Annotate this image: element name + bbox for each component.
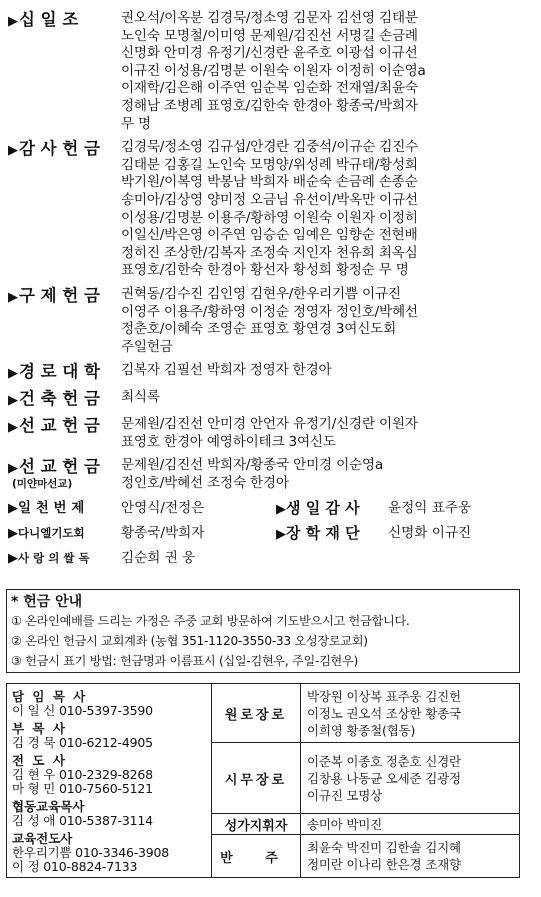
notice-title: * 헌금 안내 [11, 594, 83, 610]
offering-label: 생 일 감 사 [286, 498, 360, 517]
donor-names: 권오석/이옥분 김경묵/정소영 김문자 김선영 김태분 노인숙 모명철/이미영 문제원/김진선 서명길 손금례 신명화 안미경 유정기/신경란 윤주호 이광섭 이규선 이규진 이성용/김명분 이원숙 이원자 이정히 이순영a 이재학/김은해 이주연 임순복 임순화 전재열/최윤숙 정해남 조병례 표영호/김한숙 한경아 황종국/박희자 무 명 [121, 10, 426, 132]
row-label: 반 주 [212, 835, 301, 877]
notice-line: ② 온라인 헌금시 교회계좌 (농협 351-1120-3550-33 오성장로교회) [11, 634, 368, 648]
staff-role: 전 도 사 [12, 753, 67, 768]
pastor-contacts [7, 684, 212, 877]
donor-names: 윤정익 표주웅 [388, 499, 472, 516]
row-names: 송미아 박미진 [307, 816, 383, 832]
donor-names: 문제원/김진선 안미경 안언자 유정기/신경란 이원자 표영호 한경아 예영하이테크 3여신도 [121, 416, 418, 450]
row-names: 박장원 이상복 표주웅 김진헌 이정노 권오석 조상한 황종국 이희영 황종철(협동) [307, 688, 461, 738]
offering-label: 다니엘기도회 [18, 525, 85, 540]
triangle-icon: ▶ [8, 289, 18, 305]
row-label: 시무장로 [212, 743, 301, 813]
staff-contact: 이 정 010-8824-7133 [12, 859, 138, 874]
offering-pair-row [8, 549, 536, 568]
offering-label: 선 교 헌 금 [19, 457, 100, 477]
donor-names: 김복자 김필선 박희자 정영자 한경아 [121, 362, 332, 379]
staff-contact: 마 형 민 010-7560-5121 [12, 781, 153, 796]
staff-contact: 김 경 묵 010-6212-4905 [12, 735, 153, 750]
offering-tithe [8, 10, 536, 133]
staff-role: 부 목 사 [12, 721, 67, 736]
row-names: 최윤숙 박진미 김한솔 김지혜 정미란 이나리 한은경 조재향 [307, 840, 461, 872]
elders-table [212, 684, 519, 877]
offering-pair-row [8, 524, 536, 544]
triangle-icon: ▶ [8, 461, 18, 477]
row-names: 이준복 이종호 정춘호 신경란 김창용 나동균 오세준 김광정 이규진 모명상 [307, 753, 461, 803]
triangle-icon: ▶ [8, 420, 18, 436]
donor-names: 최식록 [121, 389, 160, 406]
offering-sublabel: (미얀마선교) [12, 478, 73, 491]
triangle-icon: ▶ [8, 143, 18, 159]
elders-row [212, 814, 519, 835]
staff-contact: 김 현 우 010-2329-8268 [12, 767, 153, 782]
offering-building [8, 389, 536, 410]
triangle-icon: ▶ [276, 501, 286, 517]
offering-label: 장 학 재 단 [286, 523, 360, 542]
offering-senior-college [8, 362, 536, 383]
triangle-icon: ▶ [8, 550, 18, 566]
triangle-icon: ▶ [276, 526, 286, 542]
staff-directory [6, 683, 520, 878]
notice-line: ① 온라인예배를 드리는 가정은 주중 교회 방문하여 기도받으시고 헌금합니다. [11, 614, 410, 628]
staff-role: 협동교육목사 [12, 799, 85, 814]
donor-names: 문제원/김진선 박희자/황종국 안미경 이순영a 정인호/박혜선 조정숙 한경아 [121, 457, 384, 492]
offering-mission-myanmar [8, 457, 536, 492]
offering-notice-box [6, 589, 520, 673]
offerings-list [8, 10, 536, 573]
offering-label: 감 사 헌 금 [19, 139, 100, 159]
row-label: 원로장로 [212, 684, 301, 742]
offering-label: 구 제 헌 금 [19, 285, 100, 305]
donor-names: 황종국/박희자 [121, 524, 205, 541]
elders-row [212, 684, 519, 743]
offering-label: 선 교 헌 금 [19, 416, 100, 436]
donor-names: 김순희 권 웅 [121, 549, 196, 566]
row-label: 성가지휘자 [212, 814, 301, 834]
staff-role: 교육전도사 [12, 831, 73, 846]
staff-contact: 이 일 신 010-5397-3590 [12, 703, 153, 718]
triangle-icon: ▶ [8, 366, 18, 382]
offering-mission [8, 416, 536, 451]
donor-names: 신명화 이규진 [388, 524, 472, 541]
staff-contact: 한우리기쁨 010-3346-3908 [12, 845, 170, 860]
offering-label: 건 축 헌 금 [19, 389, 100, 409]
triangle-icon: ▶ [8, 393, 18, 409]
offering-label: 경 로 대 학 [19, 362, 100, 382]
offering-relief [8, 286, 536, 356]
offering-label: 사 랑 의 쌀 독 [18, 550, 90, 565]
offering-label: 십 일 조 [19, 10, 79, 29]
elders-row [212, 835, 519, 877]
triangle-icon: ▶ [8, 14, 18, 29]
staff-role: 담 임 목 사 [12, 689, 88, 704]
notice-line: ③ 헌금시 표기 방법: 헌금명과 이름표시 (십일-김현우, 주일-김현우) [11, 654, 358, 668]
donor-names: 김경묵/정소영 김규섭/안경란 김중석/이규순 김진수 김태분 김홍길 노인숙 모명양/위성례 박규태/황성희 박기원/이복영 박봉남 박희자 배순숙 손금례 손종순 송미아/김상영 양미정 오금님 유선이/박옥만 이규선 이성용/김명분 이용주/황하영 이원숙 이원자 이정히 이일신/박은영 이주연 임승순 임예은 임향순 전현배 정히진 조상한/김복자 조정숙 지인자 천유희 최옥심 표영호/김한숙 한경아 황선자 황성희 황정순 무 명 [121, 139, 419, 279]
triangle-icon: ▶ [8, 525, 18, 541]
offering-label: 일 천 번 제 [18, 499, 85, 516]
triangle-icon: ▶ [8, 500, 18, 516]
elders-row [212, 743, 519, 814]
donor-names: 권혁동/김수진 김인영 김현우/한우리기쁨 이규진 이영주 이용주/황하영 이정순 정영자 정인호/박혜선 정춘호/이혜숙 조영순 표영호 황연경 3여신도회 주일헌금 [121, 285, 418, 355]
donor-names: 안영식/전정은 [121, 499, 205, 516]
offering-thanksgiving [8, 139, 536, 280]
staff-contact: 김 성 애 010-5387-3114 [12, 813, 153, 828]
offering-pair-row [8, 499, 536, 519]
